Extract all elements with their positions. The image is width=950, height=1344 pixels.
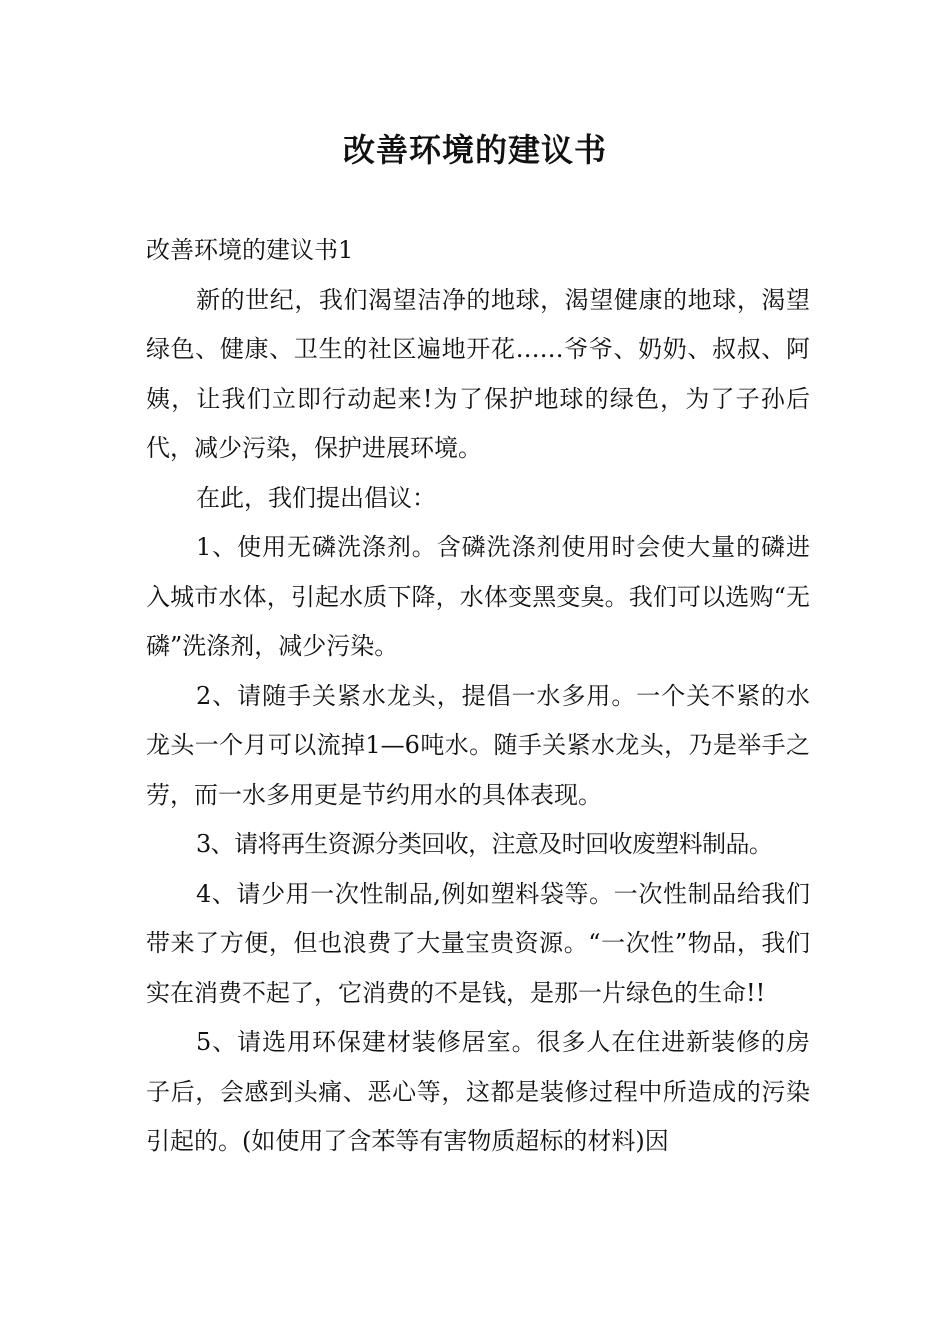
paragraph-item-1: 1、使用无磷洗涤剂。含磷洗涤剂使用时会使大量的磷进入城市水体，引起水质下降，水体变黑变臭。我们可以选购“无磷”洗涤剂，减少污染。: [146, 533, 810, 660]
paragraph-proposal-lead: 在此，我们提出倡议：: [196, 483, 436, 512]
document-title: 改善环境的建议书: [342, 131, 607, 169]
paragraph-intro: 新的世纪，我们渴望洁净的地球，渴望健康的地球，渴望绿色、健康、卫生的社区遍地开花……爷爷、奶奶、叔叔、阿姨，让我们立即行动起来!为了保护地球的绿色，为了子孙后代，减少污染，保护进展环境。: [146, 285, 810, 462]
paragraph-item-4: 4、请少用一次性制品,例如塑料袋等。一次性制品给我们带来了方便，但也浪费了大量宝贵资源。“一次性”物品，我们实在消费不起了，它消费的不是钱，是那一片绿色的生命!!: [146, 879, 810, 1007]
paragraph-item-2: 2、请随手关紧水龙头，提倡一水多用。一个关不紧的水龙头一个月可以流掉1—6吨水。随手关紧水龙头，乃是举手之劳，而一水多用更是节约用水的具体表现。: [146, 681, 810, 809]
section-heading: 改善环境的建议书1: [146, 236, 354, 264]
paragraph-item-3: 3、请将再生资源分类回收，注意及时回收废塑料制品。: [196, 830, 773, 858]
document-body: [146, 226, 810, 1167]
paragraph-item-5: 5、请选用环保建材装修居室。很多人在住进新装修的房子后，会感到头痛、恶心等，这都是装修过程中所造成的污染引起的。(如使用了含苯等有害物质超标的材料)因: [146, 1028, 810, 1155]
